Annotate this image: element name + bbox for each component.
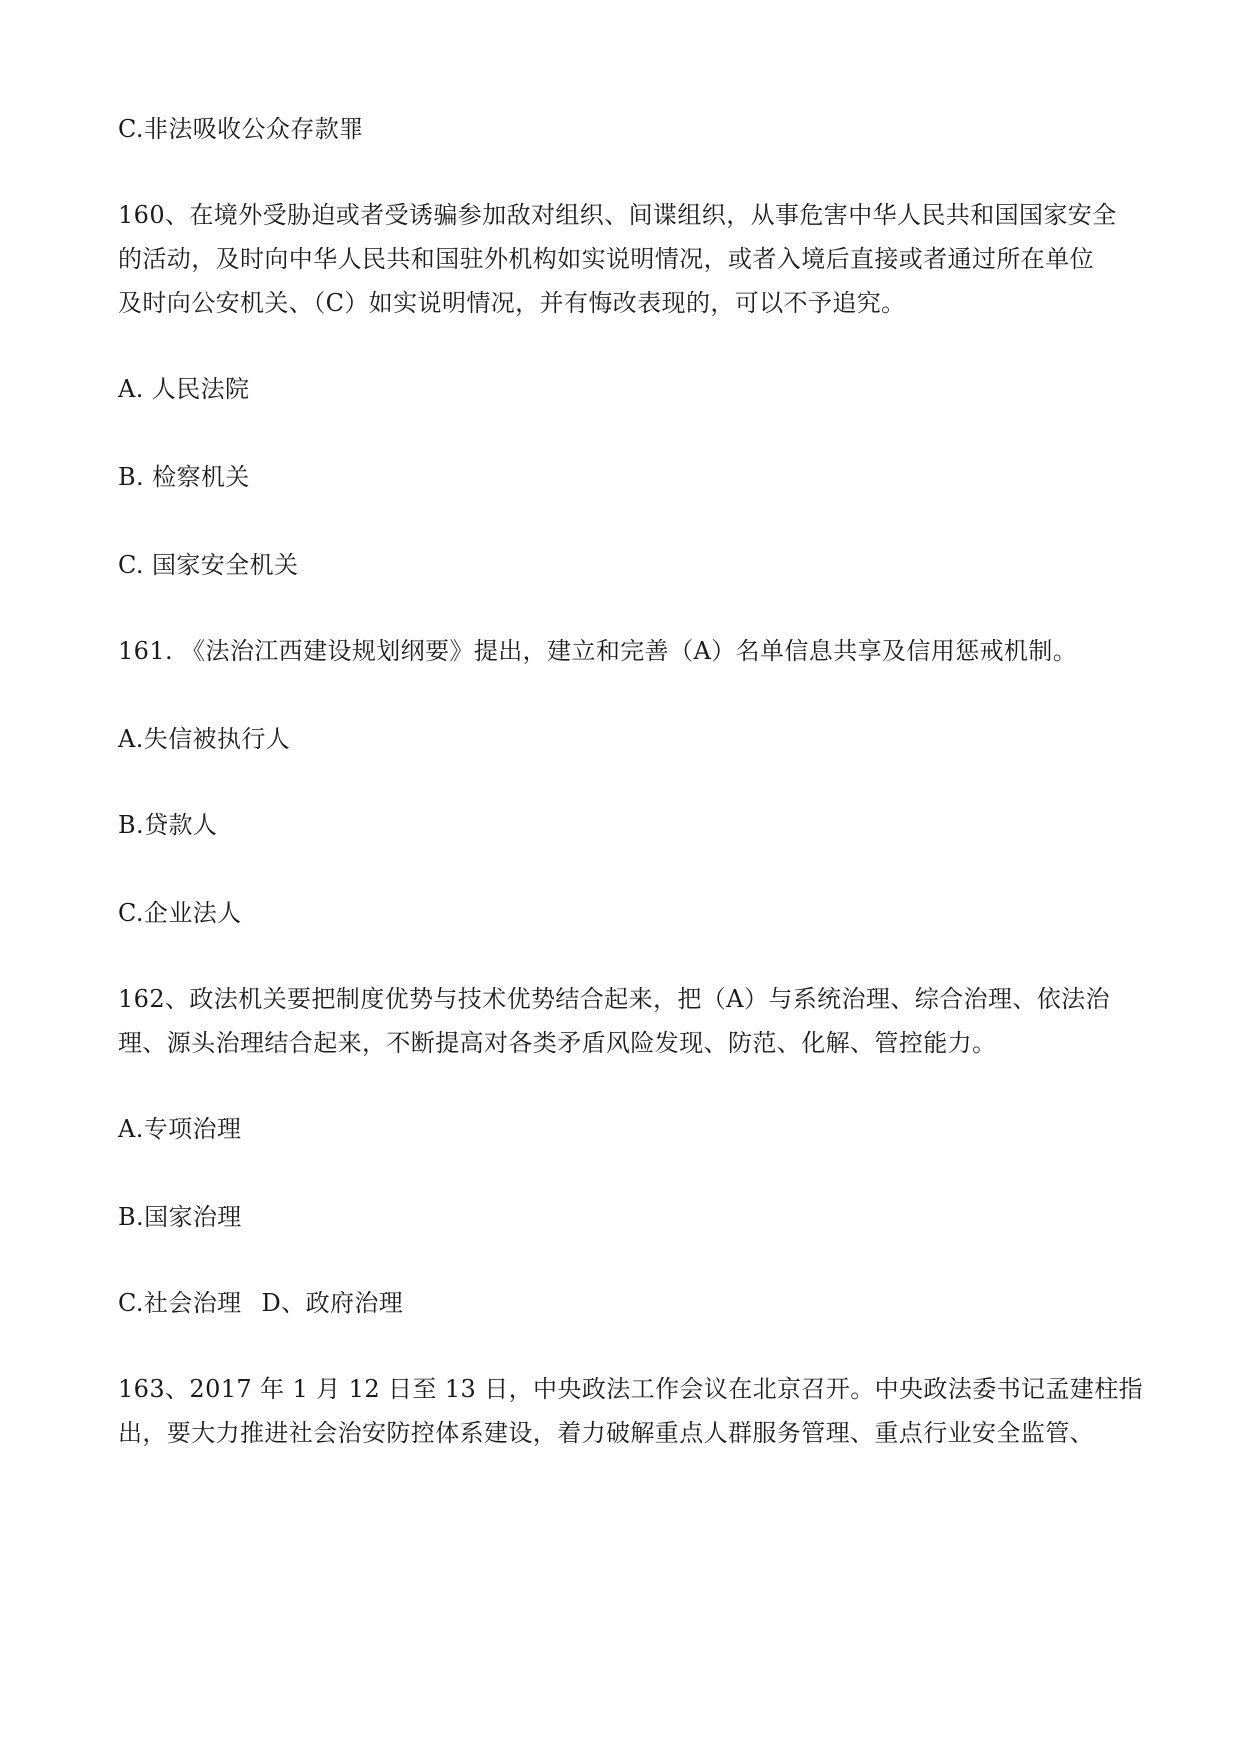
question-160-line-1: 160、在境外受胁迫或者受诱骗参加敌对组织、间谍组织，从事危害中华人民共和国国家安全 (118, 201, 1117, 229)
question-163-line-1: 163、2017 年 1 月 12 日至 13 日，中央政法工作会议在北京召开。中央政法委书记孟建柱指 (118, 1375, 1144, 1403)
options-c-d-q162 (118, 1288, 1128, 1318)
option-b-q160: B. 检察机关 (118, 463, 250, 491)
option-b-q162: B.国家治理 (118, 1203, 242, 1231)
option-a-q162: A.专项治理 (118, 1115, 242, 1143)
question-160-line-3: 及时向公安机关、（C）如实说明情况，并有悔改表现的，可以不予追究。 (118, 289, 906, 317)
question-162-line-2: 理、源头治理结合起来，不断提高对各类矛盾风险发现、防范、化解、管控能力。 (118, 1029, 997, 1057)
option-a-q161: A.失信被执行人 (118, 725, 291, 753)
option-c-q160: C. 国家安全机关 (118, 551, 299, 579)
option-a-q160: A. 人民法院 (118, 375, 250, 403)
option-c-q159: C.非法吸收公众存款罪 (118, 115, 364, 143)
question-161-line-1: 161. 《法治江西建设规划纲要》提出，建立和完善（A）名单信息共享及信用惩戒机制。 (118, 637, 1078, 665)
option-d-q162: D、政府治理 (261, 1289, 404, 1317)
question-160-line-2: 的活动，及时向中华人民共和国驻外机构如实说明情况，或者入境后直接或者通过所在单位 (118, 245, 1094, 273)
option-c-q161: C.企业法人 (118, 899, 242, 927)
question-162-line-1: 162、政法机关要把制度优势与技术优势结合起来，把（A）与系统治理、综合治理、依法治 (118, 985, 1110, 1013)
option-b-q161: B.贷款人 (118, 811, 218, 839)
question-163-line-2: 出，要大力推进社会治安防控体系建设，着力破解重点人群服务管理、重点行业安全监管、 (118, 1419, 1094, 1447)
option-c-q162: C.社会治理 (118, 1289, 242, 1317)
